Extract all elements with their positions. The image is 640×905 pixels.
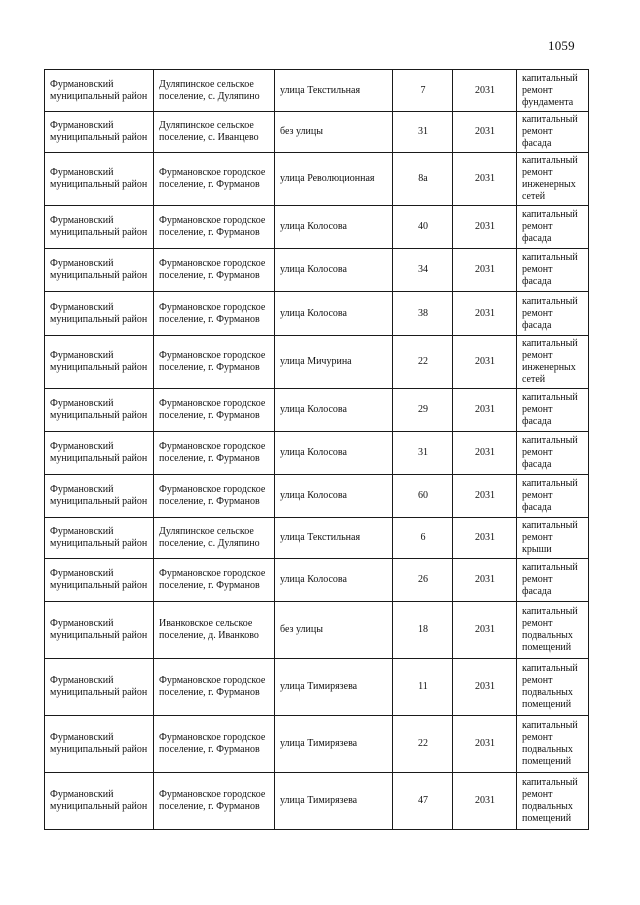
year-cell: 2031: [453, 716, 517, 773]
house-number-cell: 31: [393, 112, 453, 153]
work-type-cell: капитальный ремонт фасада: [517, 559, 589, 602]
house-number-cell: 47: [393, 773, 453, 830]
work-type-cell: капитальный ремонт фасада: [517, 292, 589, 336]
district-cell: Фурмановский муниципальный район: [45, 153, 154, 206]
district-cell: Фурмановский муниципальный район: [45, 336, 154, 389]
house-number-cell: 29: [393, 389, 453, 432]
work-type-cell: капитальный ремонт крыши: [517, 518, 589, 559]
table-row: [45, 475, 589, 518]
district-cell: Фурмановский муниципальный район: [45, 518, 154, 559]
table-row: [45, 559, 589, 602]
year-cell: 2031: [453, 475, 517, 518]
year-cell: 2031: [453, 559, 517, 602]
settlement-cell: Дуляпинское сельское поселение, с. Дуляпино: [154, 70, 275, 112]
district-cell: Фурмановский муниципальный район: [45, 249, 154, 292]
work-type-cell: капитальный ремонт подвальных помещений: [517, 602, 589, 659]
settlement-cell: Фурмановское городское поселение, г. Фурманов: [154, 773, 275, 830]
settlement-cell: Фурмановское городское поселение, г. Фурманов: [154, 336, 275, 389]
house-number-cell: 18: [393, 602, 453, 659]
settlement-cell: Фурмановское городское поселение, г. Фурманов: [154, 153, 275, 206]
year-cell: 2031: [453, 659, 517, 716]
table-row: [45, 773, 589, 830]
year-cell: 2031: [453, 153, 517, 206]
district-cell: Фурмановский муниципальный район: [45, 659, 154, 716]
district-cell: Фурмановский муниципальный район: [45, 70, 154, 112]
district-cell: Фурмановский муниципальный район: [45, 559, 154, 602]
district-cell: Фурмановский муниципальный район: [45, 112, 154, 153]
street-cell: улица Текстильная: [275, 70, 393, 112]
table-row: [45, 518, 589, 559]
table-row: [45, 153, 589, 206]
settlement-cell: Иванковское сельское поселение, д. Иванково: [154, 602, 275, 659]
work-type-cell: капитальный ремонт подвальных помещений: [517, 773, 589, 830]
settlement-cell: Фурмановское городское поселение, г. Фурманов: [154, 389, 275, 432]
table-body: [45, 70, 589, 830]
house-number-cell: 31: [393, 432, 453, 475]
settlement-cell: Дуляпинское сельское поселение, с. Иванцево: [154, 112, 275, 153]
house-number-cell: 60: [393, 475, 453, 518]
street-cell: улица Колосова: [275, 292, 393, 336]
table-row: [45, 206, 589, 249]
street-cell: улица Колосова: [275, 389, 393, 432]
year-cell: 2031: [453, 336, 517, 389]
year-cell: 2031: [453, 602, 517, 659]
street-cell: без улицы: [275, 602, 393, 659]
settlement-cell: Фурмановское городское поселение, г. Фурманов: [154, 292, 275, 336]
work-type-cell: капитальный ремонт инженерных сетей: [517, 153, 589, 206]
table-row: [45, 249, 589, 292]
district-cell: Фурмановский муниципальный район: [45, 432, 154, 475]
work-type-cell: капитальный ремонт фасада: [517, 475, 589, 518]
district-cell: Фурмановский муниципальный район: [45, 292, 154, 336]
street-cell: улица Тимирязева: [275, 773, 393, 830]
house-number-cell: 6: [393, 518, 453, 559]
work-type-cell: капитальный ремонт фасада: [517, 112, 589, 153]
house-number-cell: 8а: [393, 153, 453, 206]
street-cell: улица Колосова: [275, 249, 393, 292]
house-number-cell: 40: [393, 206, 453, 249]
district-cell: Фурмановский муниципальный район: [45, 773, 154, 830]
year-cell: 2031: [453, 292, 517, 336]
house-number-cell: 22: [393, 336, 453, 389]
house-number-cell: 26: [393, 559, 453, 602]
settlement-cell: Фурмановское городское поселение, г. Фурманов: [154, 559, 275, 602]
street-cell: без улицы: [275, 112, 393, 153]
work-type-cell: капитальный ремонт фасада: [517, 432, 589, 475]
work-type-cell: капитальный ремонт фасада: [517, 249, 589, 292]
street-cell: улица Текстильная: [275, 518, 393, 559]
year-cell: 2031: [453, 206, 517, 249]
table-row: [45, 659, 589, 716]
district-cell: Фурмановский муниципальный район: [45, 389, 154, 432]
year-cell: 2031: [453, 432, 517, 475]
year-cell: 2031: [453, 773, 517, 830]
table-row: [45, 70, 589, 112]
settlement-cell: Фурмановское городское поселение, г. Фурманов: [154, 659, 275, 716]
work-type-cell: капитальный ремонт фундамента: [517, 70, 589, 112]
district-cell: Фурмановский муниципальный район: [45, 475, 154, 518]
work-type-cell: капитальный ремонт фасада: [517, 206, 589, 249]
district-cell: Фурмановский муниципальный район: [45, 206, 154, 249]
table-row: [45, 602, 589, 659]
year-cell: 2031: [453, 518, 517, 559]
street-cell: улица Колосова: [275, 206, 393, 249]
year-cell: 2031: [453, 389, 517, 432]
street-cell: улица Колосова: [275, 432, 393, 475]
settlement-cell: Фурмановское городское поселение, г. Фурманов: [154, 249, 275, 292]
table-row: [45, 389, 589, 432]
street-cell: улица Тимирязева: [275, 716, 393, 773]
house-number-cell: 34: [393, 249, 453, 292]
house-number-cell: 22: [393, 716, 453, 773]
street-cell: улица Колосова: [275, 475, 393, 518]
year-cell: 2031: [453, 70, 517, 112]
page-number: 1059: [548, 38, 575, 53]
district-cell: Фурмановский муниципальный район: [45, 716, 154, 773]
work-type-cell: капитальный ремонт фасада: [517, 389, 589, 432]
settlement-cell: Фурмановское городское поселение, г. Фурманов: [154, 716, 275, 773]
year-cell: 2031: [453, 249, 517, 292]
house-number-cell: 11: [393, 659, 453, 716]
table-row: [45, 292, 589, 336]
work-type-cell: капитальный ремонт подвальных помещений: [517, 659, 589, 716]
work-type-cell: капитальный ремонт подвальных помещений: [517, 716, 589, 773]
street-cell: улица Революционная: [275, 153, 393, 206]
house-number-cell: 7: [393, 70, 453, 112]
table-row: [45, 432, 589, 475]
street-cell: улица Мичурина: [275, 336, 393, 389]
table-row: [45, 112, 589, 153]
table-row: [45, 716, 589, 773]
district-cell: Фурмановский муниципальный район: [45, 602, 154, 659]
table-row: [45, 336, 589, 389]
settlement-cell: Фурмановское городское поселение, г. Фурманов: [154, 475, 275, 518]
settlement-cell: Фурмановское городское поселение, г. Фурманов: [154, 432, 275, 475]
street-cell: улица Тимирязева: [275, 659, 393, 716]
street-cell: улица Колосова: [275, 559, 393, 602]
repair-schedule-table: [44, 69, 589, 830]
year-cell: 2031: [453, 112, 517, 153]
settlement-cell: Дуляпинское сельское поселение, с. Дуляпино: [154, 518, 275, 559]
house-number-cell: 38: [393, 292, 453, 336]
work-type-cell: капитальный ремонт инженерных сетей: [517, 336, 589, 389]
settlement-cell: Фурмановское городское поселение, г. Фурманов: [154, 206, 275, 249]
